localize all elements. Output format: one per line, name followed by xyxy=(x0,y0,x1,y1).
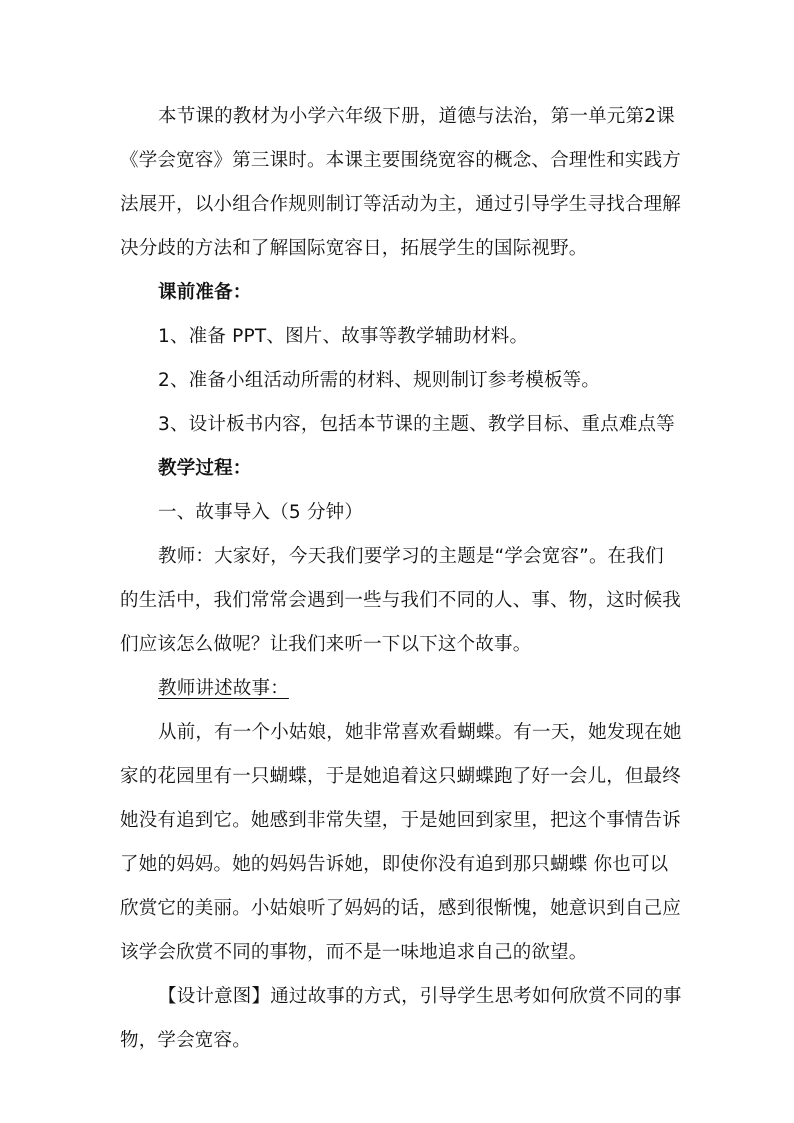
intro-line-1: 本节课的教材为小学六年级下册，道德与法治，第一单元第2课 xyxy=(158,106,675,127)
design-intent-line-2: 物，学会宽容。 xyxy=(120,1030,251,1051)
story-line-5: 欣赏它的美丽。小姑娘听了妈妈的话，感到很惭愧，她意识到自己应 xyxy=(120,898,682,919)
process-heading: 教学过程： xyxy=(158,458,252,479)
preparation-item-3: 3、设计板书内容，包括本节课的主题、教学目标、重点难点等 xyxy=(158,414,675,435)
preparation-item-1: 1、准备 PPT、图片、故事等教学辅助材料。 xyxy=(158,326,529,347)
intro-line-3: 法展开，以小组合作规则制订等活动为主，通过引导学生寻找合理解 xyxy=(120,194,682,215)
preparation-item-2: 2、准备小组活动所需的材料、规则制订参考模板等。 xyxy=(158,370,601,391)
story-line-1: 从前，有一个小姑娘，她非常喜欢看蝴蝶。有一天，她发现在她 xyxy=(158,722,682,743)
story-line-3: 她没有追到它。她感到非常失望，于是她回到家里，把这个事情告诉 xyxy=(120,810,682,831)
intro-line-4: 决分歧的方法和了解国际宽容日，拓展学生的国际视野。 xyxy=(120,238,588,259)
preparation-heading: 课前准备： xyxy=(158,282,252,303)
teacher-intro-line-1: 教师：大家好，今天我们要学习的主题是“学会宽容”。在我们 xyxy=(158,546,664,567)
story-line-2: 家的花园里有一只蝴蝶，于是她追着这只蝴蝶跑了好一会儿，但最终 xyxy=(120,766,682,787)
design-intent-line-1: 【设计意图】通过故事的方式，引导学生思考如何欣赏不同的事 xyxy=(158,986,682,1007)
story-label: 教师讲述故事： xyxy=(158,678,289,699)
teacher-intro-line-2: 的生活中，我们常常会遇到一些与我们不同的人、事、物，这时候我 xyxy=(120,590,682,611)
teacher-intro-line-3: 们应该怎么做呢？让我们来听一下以下这个故事。 xyxy=(120,634,532,655)
story-line-6: 该学会欣赏不同的事物，而不是一味地追求自己的欲望。 xyxy=(120,942,588,963)
story-line-4: 了她的妈妈。她的妈妈告诉她，即使你没有追到那只蝴蝶 你也可以 xyxy=(120,854,669,875)
section-title: 一、故事导入（5 分钟） xyxy=(158,502,364,523)
intro-line-2: 《学会宽容》第三课时。本课主要围绕宽容的概念、合理性和实践方 xyxy=(120,150,682,171)
